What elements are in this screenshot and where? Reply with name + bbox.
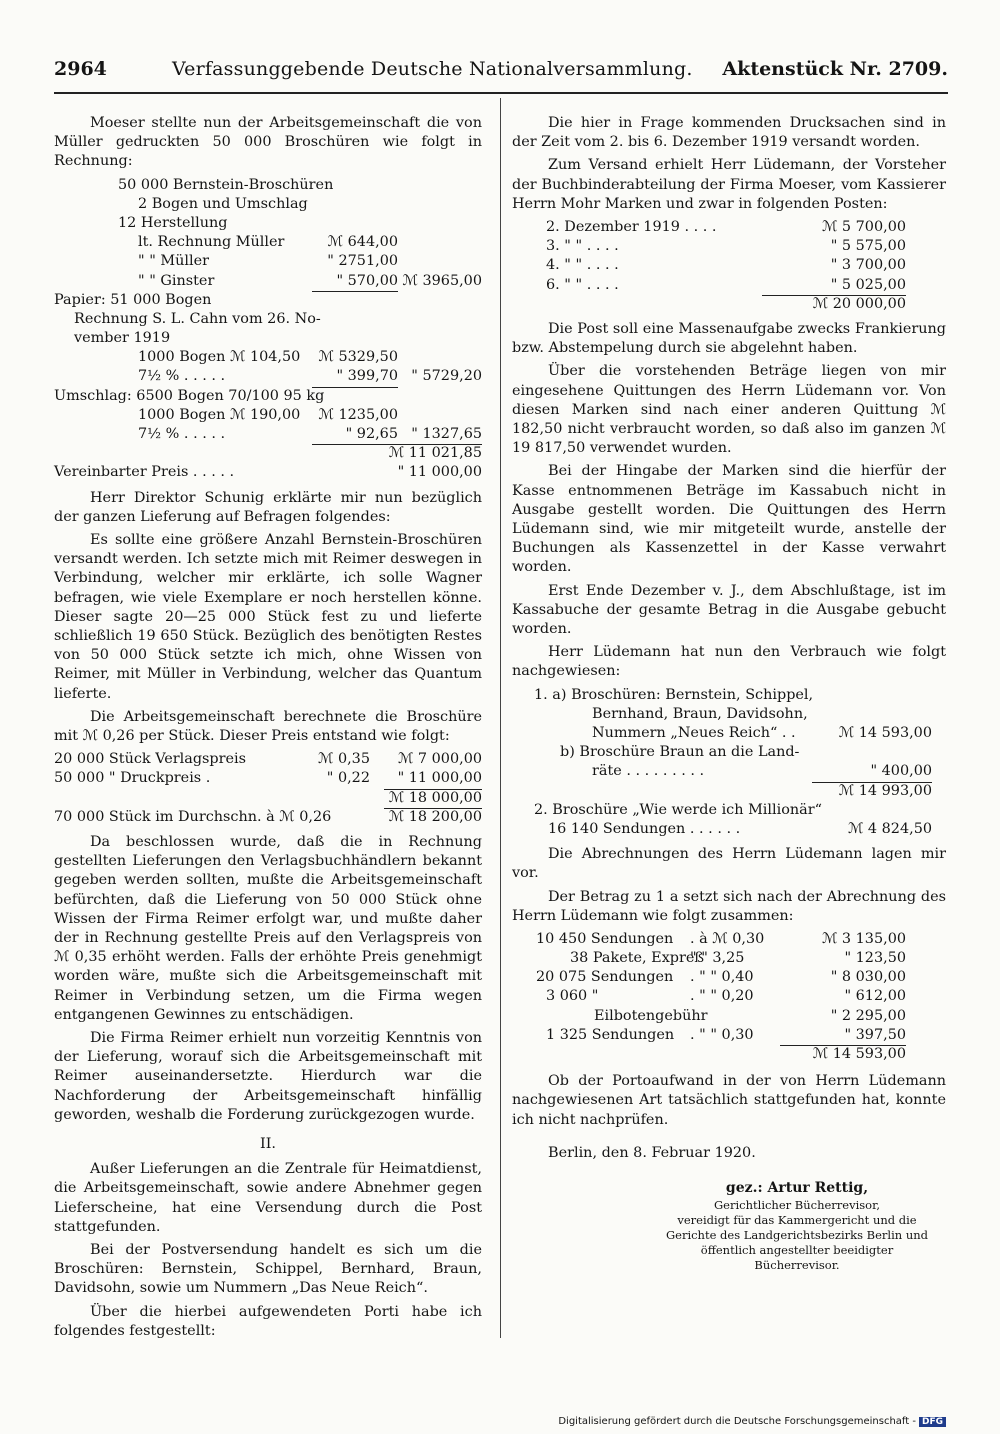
ledger-label: 2. Dezember 1919 . . . . — [546, 219, 717, 236]
signature-title: Gerichtlicher Bücherrevisor, — [714, 1198, 880, 1213]
paragraph: Der Betrag zu 1 a setzt sich nach der Abrechnung des Herrn Lüdemann wie folgt zusammen: — [512, 888, 946, 924]
ledger-label: 1000 Bogen ℳ 190,00 — [138, 406, 301, 423]
ledger-line: Rechnung S. L. Cahn vom 26. No- — [74, 310, 321, 327]
ledger-rate: . " " 0,30 — [690, 1026, 754, 1043]
column-divider — [500, 98, 501, 1338]
ledger-amount: " 3 700,00 — [830, 257, 906, 274]
paragraph: Die Firma Reimer erhielt nun vorzeitig Kenntnis von der Lieferung, worauf sich die Arbeitsgemeinschaft mit Reimer auseinandersetzte. Hierdurch war die Nachforderung der Arbeitsgemeinschaft hinfällig geworden, weshalb die Forderung zurückgezogen wurde. — [54, 1030, 482, 1123]
ledger-amount: ℳ 644,00 — [327, 234, 398, 251]
ledger-amount: ℳ 7 000,00 — [397, 751, 482, 768]
paragraph: Die hier in Frage kommenden Drucksachen sind in der Zeit vom 2. bis 6. Dezember 1919 versandt worden. — [512, 115, 946, 151]
usage-ledger — [512, 686, 946, 840]
price-ledger — [54, 750, 482, 827]
ledger-label: 70 000 Stück im Durchschn. à ℳ 0,26 — [54, 808, 332, 825]
ledger-label: 7½ % . . . . . — [138, 368, 226, 385]
ledger-amount: " 5 025,00 — [762, 276, 906, 296]
paragraph: Herr Lüdemann hat nun den Verbrauch wie folgt nachgewiesen: — [512, 644, 946, 680]
right-column — [512, 114, 946, 1273]
ledger-rate: " 0,22 — [326, 770, 370, 787]
ledger-label: 6. " " . . . . — [546, 276, 619, 293]
header-title: Verfassunggebende Deutsche Nationalversammlung. — [172, 58, 693, 80]
ledger-rate: . " " 0,20 — [690, 988, 754, 1005]
ledger-label: " " Müller — [138, 253, 209, 270]
ledger-total: ℳ 14 593,00 — [812, 1046, 906, 1063]
ledger-amount: ℳ 1235,00 — [318, 406, 398, 423]
ledger-label: 20 075 Sendungen — [536, 969, 674, 986]
ledger-line: 12 Herstellung — [118, 214, 228, 231]
ledger-amount: " 2751,00 — [327, 253, 398, 270]
document-number: Aktenstück Nr. 2709. — [722, 58, 948, 80]
ledger-line: 2. Broschüre „Wie werde ich Millionär“ — [534, 801, 822, 818]
footer — [558, 1416, 946, 1427]
ledger-line: 2 Bogen und Umschlag — [138, 195, 308, 212]
ledger-amount: " 8 030,00 — [830, 969, 906, 986]
paragraph: Außer Lieferungen an die Zentrale für Heimatdienst, die Arbeitsgemeinschaft, sowie andere Abnehmer gegen Lieferscheine, hat eine Versendung durch die Post stattgefunden. — [54, 1161, 482, 1235]
paragraph: Über die hierbei aufgewendeten Porti habe ich folgendes festgestellt: — [54, 1303, 482, 1339]
ledger-label: 38 Pakete, Expreß — [570, 950, 705, 967]
ledger-label: lt. Rechnung Müller — [138, 234, 285, 251]
ledger-label: 50 000 " Druckpreis . — [54, 770, 211, 787]
cost-ledger — [54, 176, 482, 483]
section-heading: II. — [260, 1136, 276, 1153]
shipment-ledger — [512, 930, 946, 1064]
ledger-label: Nummern „Neues Reich“ . . — [592, 724, 796, 741]
left-column — [54, 114, 482, 1345]
ledger-rate: ℳ 0,35 — [317, 751, 370, 768]
ledger-total: ℳ 20 000,00 — [812, 295, 906, 312]
ledger-subtotal: " 5729,20 — [411, 368, 482, 385]
stamp-ledger — [512, 218, 946, 314]
ledger-label: 7½ % . . . . . — [138, 426, 226, 443]
ledger-amount: " 123,50 — [844, 950, 906, 967]
paragraph: Die Abrechnungen des Herrn Lüdemann lagen mir vor. — [512, 846, 946, 882]
paragraph: Herr Direktor Schunig erklärte mir nun bezüglich der ganzen Lieferung auf Befragen folgendes: — [54, 489, 482, 525]
ledger-label: 3. " " . . . . — [546, 238, 619, 255]
paragraph: Über die vorstehenden Beträge liegen von mir eingesehene Quittungen des Herrn Lüdemann vor. Von diesen Marken sind nach einer anderen Quittung ℳ 182,50 nicht verbraucht worden, so daß also im ganzen ℳ 19 817,50 verwendet wurden. — [512, 363, 946, 457]
paragraph: Die Arbeitsgemeinschaft berechnete die Broschüre mit ℳ 0,26 per Stück. Dieser Preis entstand wie folgt: — [54, 708, 482, 745]
ledger-label: 1000 Bogen ℳ 104,50 — [138, 349, 301, 366]
place-date: Berlin, den 8. Februar 1920. — [548, 1144, 756, 1161]
ledger-subtotal: " 1327,65 — [398, 425, 482, 445]
paragraph: Bei der Postversendung handelt es sich um die Broschüren: Bernstein, Schippel, Bernhard, Braun, Davidsohn, sowie um Nummern „Das Neue Reich“. — [54, 1242, 482, 1297]
ledger-amount: ℳ 5 700,00 — [821, 219, 906, 236]
page-number: 2964 — [54, 58, 107, 80]
ledger-label: 10 450 Sendungen — [536, 930, 674, 947]
paragraph: Da beschlossen wurde, daß die in Rechnung gestellten Lieferungen den Verlagsbuchhändlern bekannt gegeben werden sollten, mußte die Arbeitsgemeinschaft befürchten, daß die Lieferung von 50 000 Stück ohne Wissen der Firma Reimer erfolgt war, und mußte daher der in Rechnung gestellte Preis auf den Verlagspreis von ℳ 0,35 erhöht werden. Falls der erhöhte Preis genehmigt worden wäre, mußte sich die Arbeitsgemeinschaft mit Reimer in Verbindung setzen, um die Firma wegen entgangenen Gewinnes zu entschädigen. — [54, 834, 482, 1023]
ledger-label: Vereinbarter Preis . . . . . — [54, 464, 235, 481]
paragraph: Moeser stellte nun der Arbeitsgemeinschaft die von Müller gedruckten 50 000 Broschüren wie folgt in Rechnung: — [54, 115, 482, 170]
ledger-amount: " 11 000,00 — [397, 464, 482, 481]
ledger-total: ℳ 18 000,00 — [384, 789, 482, 809]
ledger-rate: " " 3,25 — [690, 950, 745, 967]
ledger-amount: ℳ 4 824,50 — [847, 820, 932, 837]
ledger-label: 20 000 Stück Verlagspreis — [54, 751, 247, 768]
signature-name: gez.: Artur Rettig, — [725, 1180, 869, 1197]
ledger-total: ℳ 14 993,00 — [838, 782, 932, 799]
ledger-amount: " 92,65 — [312, 425, 398, 445]
ledger-label: 1 325 Sendungen — [546, 1026, 675, 1043]
ledger-line: Papier: 51 000 Bogen — [54, 291, 212, 308]
paragraph: Zum Versand erhielt Herr Lüdemann, der Vorsteher der Buchbinderabteilung der Firma Moeser, vom Kassierer Herrn Mohr Marken und zwar in folgenden Posten: — [512, 157, 946, 212]
ledger-amount: ℳ 14 593,00 — [838, 724, 932, 741]
dfg-logo: DFG — [919, 1417, 946, 1427]
ledger-line: vember 1919 — [74, 330, 171, 347]
ledger-subtotal: ℳ 3965,00 — [402, 272, 482, 289]
ledger-line: 50 000 Bernstein-Broschüren — [118, 176, 334, 193]
ledger-amount: ℳ 18 200,00 — [388, 808, 482, 825]
paragraph: Es sollte eine größere Anzahl Bernstein-Broschüren versandt werden. Ich setzte mich mit Reimer deswegen in Verbindung, welcher mir erklärte, ich solle Wagner befragen, wie viele Exemplare er noch herstellen könne. Dieser sagte 20—25 000 Stück fest zu und lieferte schließlich 19 650 Stück. Bezüglich des benötigten Restes von 50 000 Stück setzte ich mich, ohne Wissen von Reimer, mit Müller in Verbindung, welcher das Quantum lieferte. — [54, 532, 482, 702]
ledger-line: Bernhand, Braun, Davidsohn, — [592, 705, 808, 722]
ledger-label: " " Ginster — [138, 272, 215, 289]
ledger-amount: ℳ 5329,50 — [318, 349, 398, 366]
ledger-amount: " 400,00 — [812, 762, 932, 782]
paragraph: Bei der Hingabe der Marken sind die hierfür der Kasse entnommenen Beträge im Kassabuch nicht in Ausgabe gestellt worden. Die Quittungen des Herrn Lüdemann sind, wie mir mitgeteilt wurde, anstelle der Buchungen als Kassenzettel in der Kasse verwahrt worden. — [512, 463, 946, 576]
page-header — [54, 58, 948, 88]
ledger-line: Umschlag: 6500 Bogen 70/100 95 kg — [54, 387, 325, 404]
ledger-amount: " 612,00 — [844, 988, 906, 1005]
paragraph: Erst Ende Dezember v. J., dem Abschlußtage, ist im Kassabuche der gesamte Betrag in die Ausgabe gebucht worden. — [512, 582, 946, 637]
header-rule — [54, 92, 948, 94]
ledger-total: ℳ 11 021,85 — [388, 445, 482, 462]
paragraph: Die Post soll eine Massenaufgabe zwecks Frankierung bzw. Abstempelung durch sie abgelehnt haben. — [512, 320, 946, 357]
ledger-amount: " 399,70 — [312, 367, 398, 387]
ledger-amount: " 397,50 — [780, 1026, 906, 1046]
ledger-line: b) Broschüre Braun an die Land- — [560, 744, 800, 761]
ledger-amount: " 11 000,00 — [384, 769, 482, 789]
signature-block — [662, 1181, 932, 1273]
footer-text: Digitalisierung gefördert durch die Deutsche Forschungsgemeinschaft - — [558, 1416, 916, 1427]
ledger-label: 3 060 " — [546, 988, 599, 1005]
ledger-label: 16 140 Sendungen . . . . . . — [548, 820, 741, 837]
ledger-label: 4. " " . . . . — [546, 257, 619, 274]
signature-description: vereidigt für das Kammergericht und die Gerichte des Landgerichtsbezirks Berlin und öffentlich angestellter beeidigter Bücherrevisor. — [665, 1213, 929, 1273]
ledger-amount: " 5 575,00 — [830, 238, 906, 255]
ledger-amount: " 570,00 — [312, 272, 398, 292]
ledger-amount: " 2 295,00 — [830, 1007, 906, 1024]
ledger-line: 1. a) Broschüren: Bernstein, Schippel, — [534, 686, 814, 703]
ledger-rate: . " " 0,40 — [690, 969, 754, 986]
ledger-label: Eilbotengebühr — [594, 1007, 708, 1024]
paragraph: Ob der Portoaufwand in der von Herrn Lüdemann nachgewiesenen Art tatsächlich stattgefunden hat, konnte ich nicht nachprüfen. — [512, 1073, 946, 1128]
ledger-amount: ℳ 3 135,00 — [821, 930, 906, 947]
ledger-label: räte . . . . . . . . . — [592, 763, 705, 780]
ledger-rate: . à ℳ 0,30 — [690, 930, 765, 947]
